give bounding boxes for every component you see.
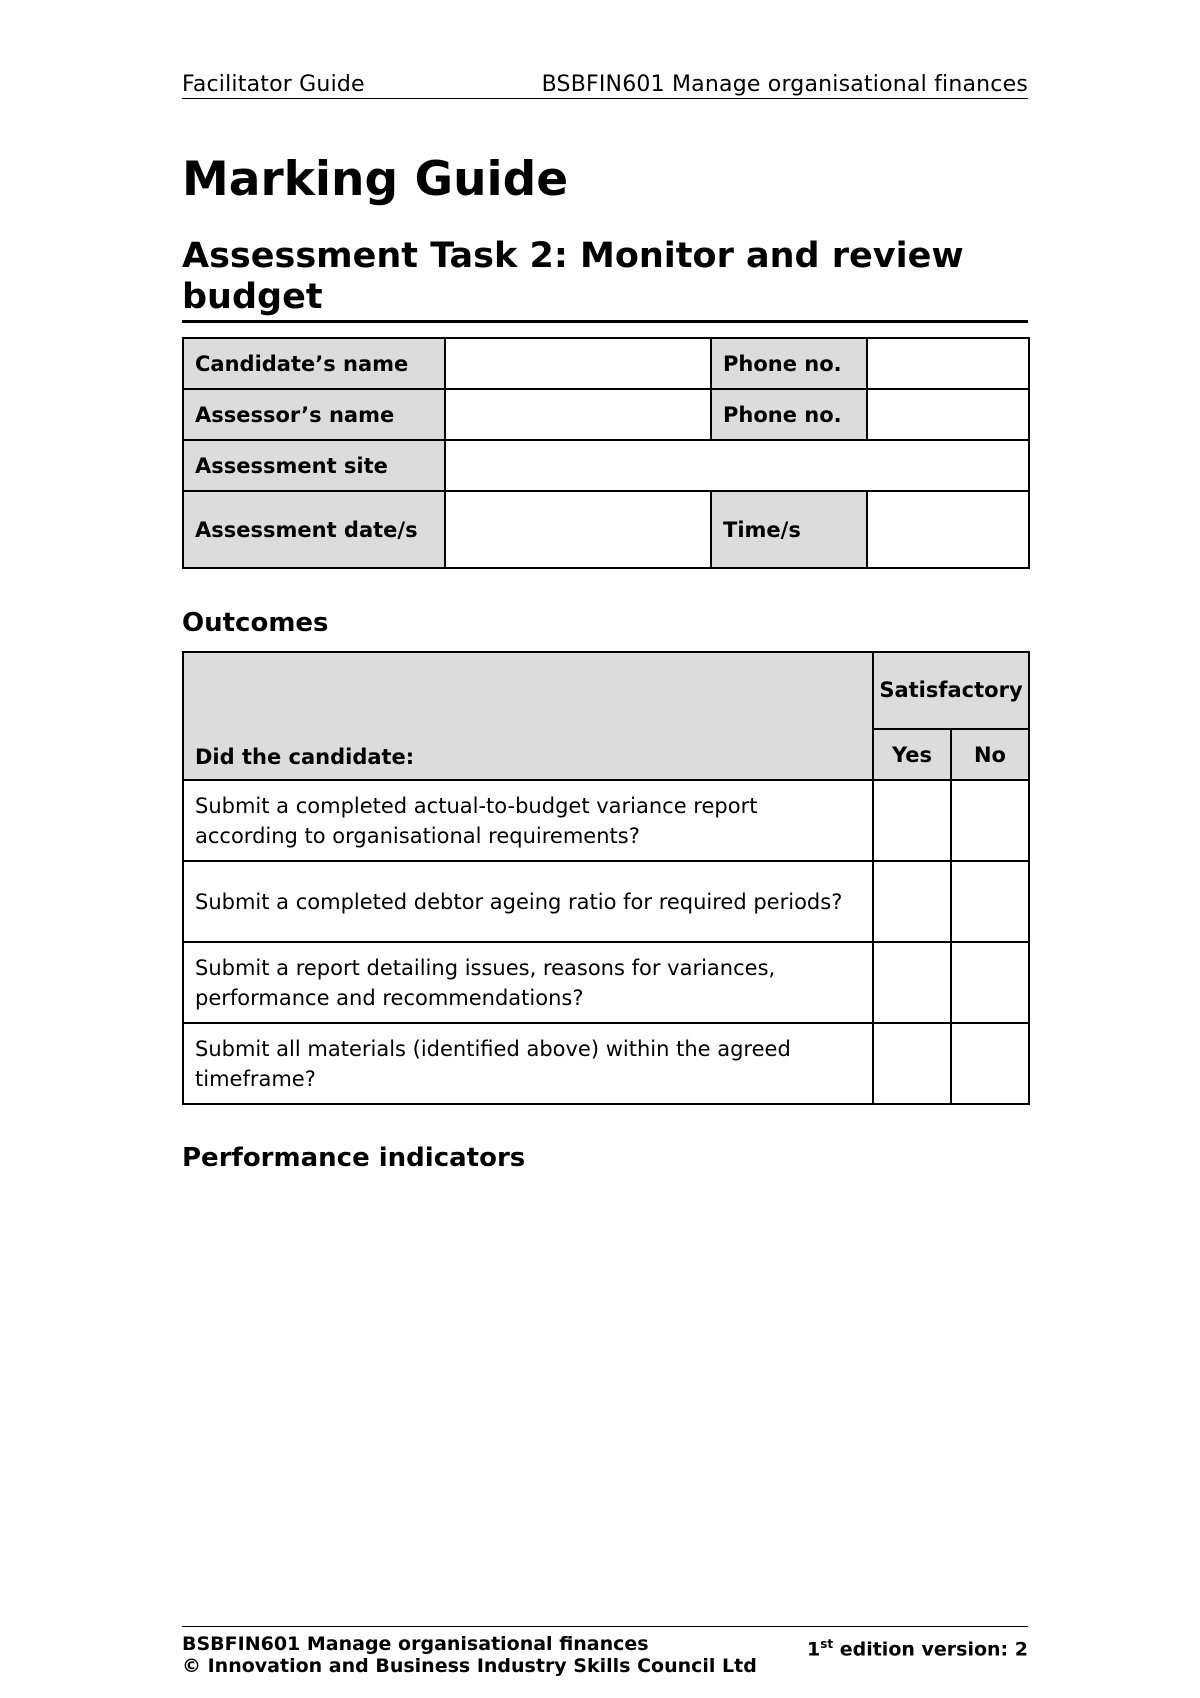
candidate-name-label: Candidate’s name [183, 338, 445, 389]
performance-indicators-heading: Performance indicators [182, 1143, 526, 1173]
footer-copyright: © Innovation and Business Industry Skills Council Ltd [182, 1655, 757, 1677]
assessment-task-title: Assessment Task 2: Monitor and review budget [182, 236, 1028, 323]
outcome-yes-cell[interactable] [873, 861, 951, 942]
candidate-phone-label: Phone no. [711, 338, 867, 389]
no-header: No [951, 729, 1029, 780]
page-footer [182, 1626, 1028, 1677]
table-row [183, 861, 1029, 942]
outcome-no-cell[interactable] [951, 942, 1029, 1023]
candidate-name-field[interactable] [445, 338, 711, 389]
assessment-site-field[interactable] [445, 440, 1029, 491]
outcome-no-cell[interactable] [951, 861, 1029, 942]
site-row [183, 440, 1029, 491]
outcomes-heading: Outcomes [182, 608, 329, 638]
header-unit-label: BSBFIN601 Manage organisational finances [541, 72, 1028, 97]
question-column-header: Did the candidate: [183, 652, 873, 780]
assessor-name-field[interactable] [445, 389, 711, 440]
assessor-row [183, 389, 1029, 440]
candidate-phone-field[interactable] [867, 338, 1029, 389]
date-row [183, 491, 1029, 568]
header-guide-label: Facilitator Guide [182, 72, 365, 97]
outcomes-header-row [183, 652, 1029, 729]
candidate-row [183, 338, 1029, 389]
outcome-no-cell[interactable] [951, 1023, 1029, 1104]
footer-edition: 1st edition version: 2 [806, 1637, 1028, 1661]
assessment-site-label: Assessment site [183, 440, 445, 491]
outcome-question: Submit all materials (identified above) within the agreed timeframe? [183, 1023, 873, 1104]
table-row [183, 1023, 1029, 1104]
time-label: Time/s [711, 491, 867, 568]
outcome-yes-cell[interactable] [873, 1023, 951, 1104]
outcome-yes-cell[interactable] [873, 780, 951, 861]
assessor-name-label: Assessor’s name [183, 389, 445, 440]
outcome-question: Submit a completed debtor ageing ratio for required periods? [183, 861, 873, 942]
assessment-date-label: Assessment date/s [183, 491, 445, 568]
assessor-phone-label: Phone no. [711, 389, 867, 440]
assessor-phone-field[interactable] [867, 389, 1029, 440]
footer-unit: BSBFIN601 Manage organisational finances [182, 1633, 649, 1655]
assessment-date-field[interactable] [445, 491, 711, 568]
outcome-question: Submit a report detailing issues, reasons for variances, performance and recommendations? [183, 942, 873, 1023]
outcome-no-cell[interactable] [951, 780, 1029, 861]
page-header [182, 66, 1028, 99]
page-title: Marking Guide [182, 152, 569, 207]
outcome-question: Submit a completed actual-to-budget variance report according to organisational requirements? [183, 780, 873, 861]
time-field[interactable] [867, 491, 1029, 568]
assessment-details-table [182, 337, 1030, 569]
outcome-yes-cell[interactable] [873, 942, 951, 1023]
table-row [183, 780, 1029, 861]
table-row [183, 942, 1029, 1023]
yes-header: Yes [873, 729, 951, 780]
outcomes-table [182, 651, 1030, 1105]
satisfactory-header: Satisfactory [873, 652, 1029, 729]
